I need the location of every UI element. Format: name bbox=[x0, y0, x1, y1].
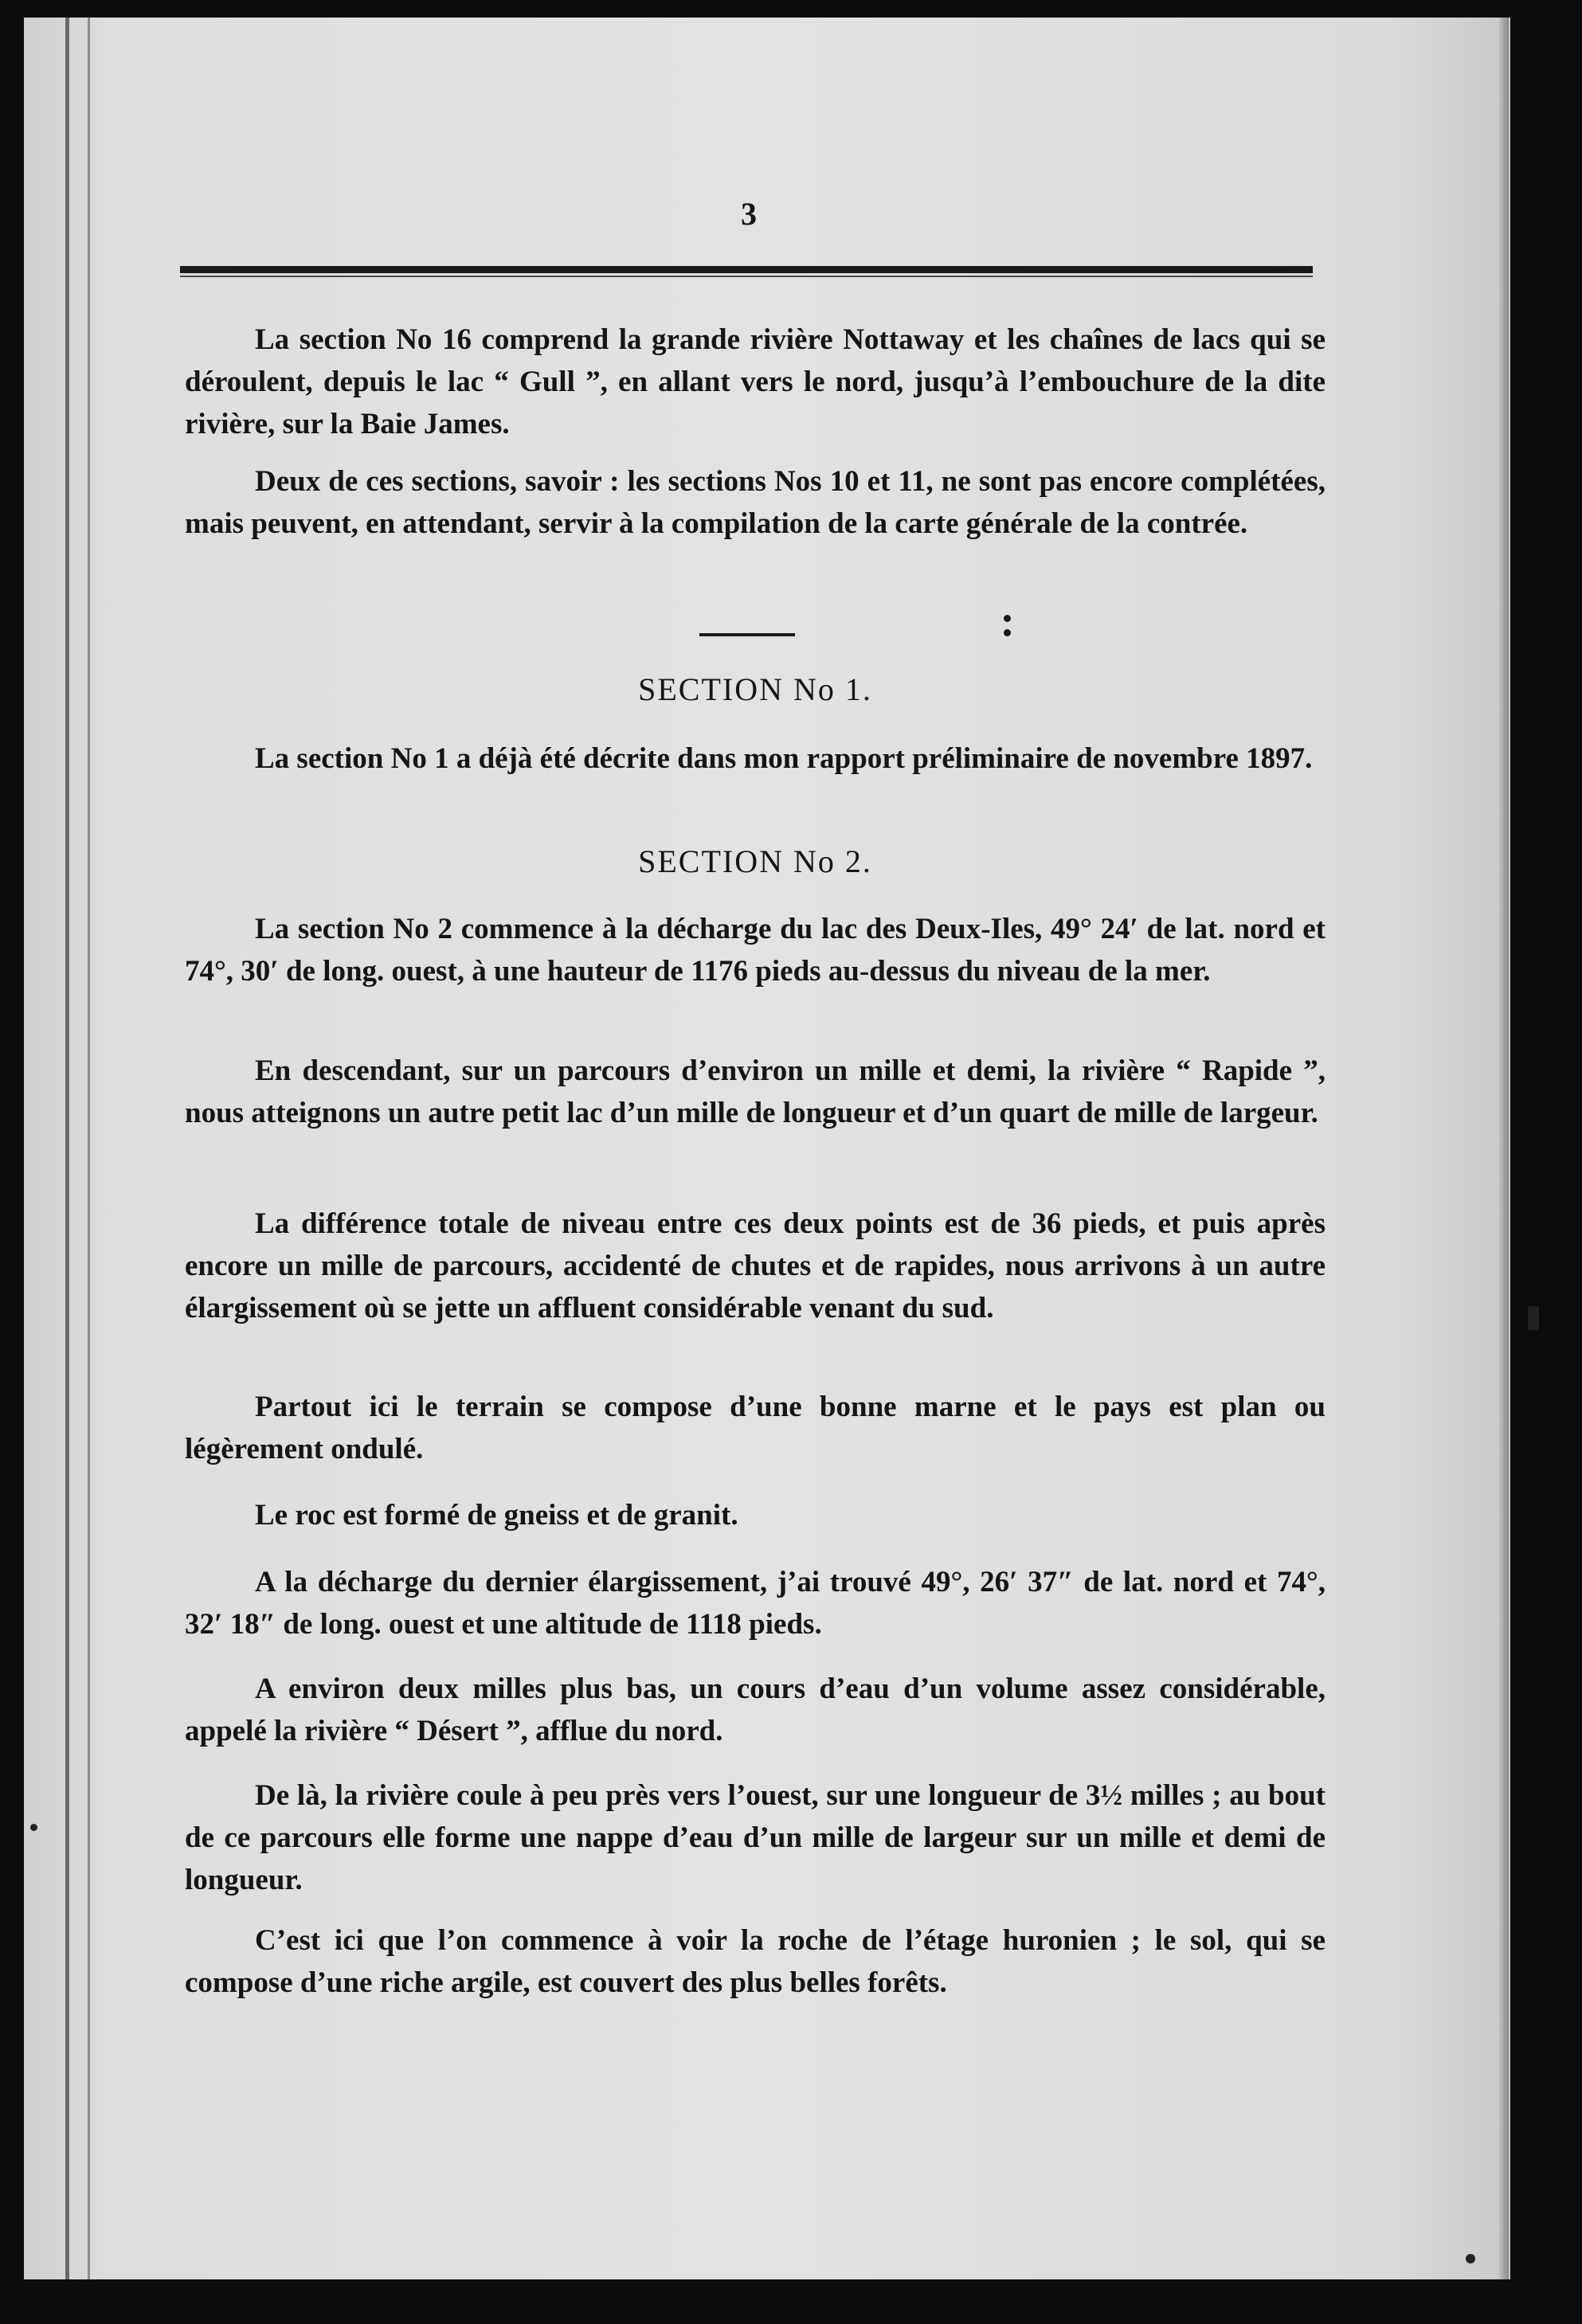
divider-mark bbox=[1004, 615, 1012, 637]
section-2-paragraph-6: A la décharge du dernier élargissement, j’ai trouvé 49°, 26′ 37″ de lat. nord et 74°, 32′ 18″ de long. ouest et une altitude de 1118 pieds. bbox=[185, 1566, 1326, 1641]
section-divider-rule bbox=[699, 633, 795, 636]
section-1-title: SECTION No 1. bbox=[638, 671, 872, 707]
section-2-paragraph-2: En descendant, sur un parcours d’environ un mille et demi, la rivière “ Rapide ”, nous atteignons un autre petit lac d’un mille de longueur et d’un quart de mille de largeur. bbox=[185, 1054, 1326, 1129]
section-2-paragraph-5: Le roc est formé de gneiss et de granit. bbox=[255, 1499, 738, 1532]
binding-gutter-line-inner bbox=[88, 18, 90, 2279]
header-rule bbox=[180, 266, 1313, 273]
scan-speck bbox=[1528, 1306, 1539, 1330]
scan-speck bbox=[1466, 2254, 1475, 2263]
paragraph-section-16: La section No 16 comprend la grande rivière Nottaway et les chaînes de lacs qui se déroulent, depuis le lac “ Gull ”, en allant vers le nord, jusqu’à l’embouchure de la dite rivière, sur la Baie James. bbox=[185, 323, 1326, 440]
section-2-paragraph-7: A environ deux milles plus bas, un cours d’eau d’un volume assez considérable, appelé la rivière “ Désert ”, afflue du nord. bbox=[185, 1673, 1326, 1747]
section-2-paragraph-4: Partout ici le terrain se compose d’une bonne marne et le pays est plan ou légèrement ondulé. bbox=[185, 1391, 1326, 1465]
section-2-paragraph-3: La différence totale de niveau entre ces deux points est de 36 pieds, et puis après encore un mille de parcours, accidenté de chutes et de rapides, nous arrivons à un autre élargissement où se jette un affluent considérable venant du sud. bbox=[185, 1207, 1326, 1324]
section-2-title: SECTION No 2. bbox=[638, 843, 872, 879]
binding-gutter-line bbox=[65, 18, 69, 2279]
scan-speck bbox=[30, 1824, 37, 1831]
header-rule-thin bbox=[180, 276, 1313, 277]
section-1-paragraph: La section No 1 a déjà été décrite dans mon rapport préliminaire de novembre 1897. bbox=[255, 742, 1313, 775]
section-2-paragraph-9: C’est ici que l’on commence à voir la roche de l’étage huronien ; le sol, qui se compose d’une riche argile, est couvert des plus belles forêts. bbox=[185, 1924, 1326, 1999]
page-right-edge bbox=[1499, 18, 1509, 2279]
section-2-paragraph-8: De là, la rivière coule à peu près vers l’ouest, sur une longueur de 3½ milles ; au bout de ce parcours elle forme une nappe d’eau d’un mille de largeur sur un mille et demi de longueur. bbox=[185, 1779, 1326, 1896]
page-number: 3 bbox=[741, 196, 757, 232]
paragraph-sections-10-11: Deux de ces sections, savoir : les sections Nos 10 et 11, ne sont pas encore complétées, mais peuvent, en attendant, servir à la compilation de la carte générale de la contrée. bbox=[185, 465, 1326, 540]
section-2-paragraph-1: La section No 2 commence à la décharge du lac des Deux-Iles, 49° 24′ de lat. nord et 74°, 30′ de long. ouest, à une hauteur de 1176 pieds au-dessus du niveau de la mer. bbox=[185, 913, 1326, 988]
